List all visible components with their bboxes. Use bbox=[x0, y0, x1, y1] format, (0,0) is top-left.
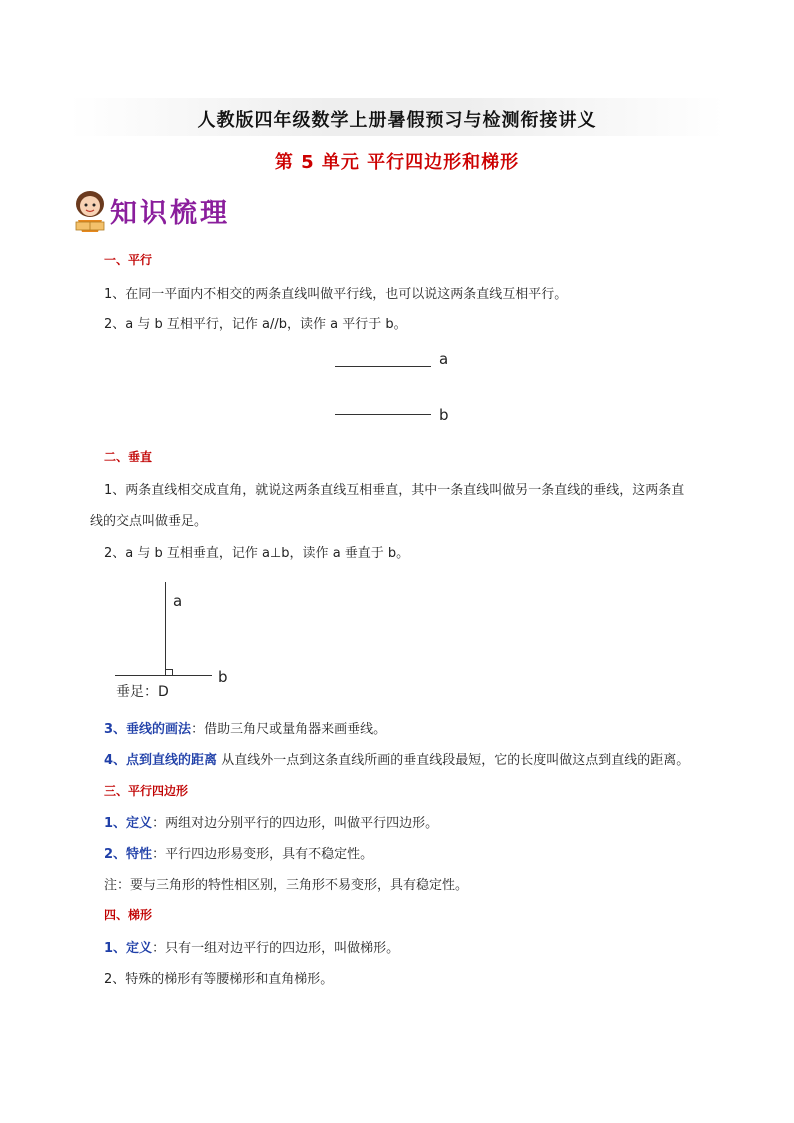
perpendicular-line-a bbox=[165, 582, 166, 675]
term: 特性 bbox=[126, 847, 153, 862]
trapezoid-definition bbox=[104, 937, 399, 956]
term-text: ：只有一组对边平行的四边形，叫做梯形。 bbox=[152, 941, 400, 956]
term: 垂线的画法 bbox=[126, 722, 192, 737]
parallelogram-property bbox=[104, 843, 373, 862]
section-heading-parallel: 一、平行 bbox=[104, 253, 153, 267]
item-number: 1、 bbox=[104, 941, 127, 956]
point-to-line-distance bbox=[104, 749, 689, 768]
trapezoid-special-types: 2、特殊的梯形有等腰梯形和直角梯形。 bbox=[104, 972, 334, 987]
perpendicular-drawing-method bbox=[104, 718, 386, 737]
section-heading-trapezoid: 四、梯形 bbox=[104, 908, 153, 922]
item-number: 3、 bbox=[104, 722, 127, 737]
item-number: 2、 bbox=[104, 847, 127, 862]
parallel-label-a: a bbox=[439, 350, 449, 368]
section-heading-perpendicular: 二、垂直 bbox=[104, 450, 153, 464]
perpendicular-definition-line1: 1、两条直线相交成直角，就说这两条直线互相垂直，其中一条直线叫做另一条直线的垂线，这两条直 bbox=[104, 483, 685, 498]
parallel-line-b bbox=[335, 414, 431, 415]
term: 定义 bbox=[126, 816, 153, 831]
unit-title: 第 5 单元 平行四边形和梯形 bbox=[274, 152, 520, 173]
foot-label: 垂足：D bbox=[116, 684, 169, 700]
parallel-label-b: b bbox=[439, 406, 449, 424]
perpendicular-label-a: a bbox=[173, 592, 183, 610]
item-number: 4、 bbox=[104, 753, 127, 768]
section-heading-parallelogram: 三、平行四边形 bbox=[104, 784, 189, 798]
perpendicular-notation: 2、a 与 b 互相垂直，记作 a⊥b，读作 a 垂直于 b。 bbox=[104, 546, 410, 561]
term-text: ：平行四边形易变形，具有不稳定性。 bbox=[152, 847, 374, 862]
term-text: 从直线外一点到这条直线所画的垂直线段最短，它的长度叫做这点到直线的距离。 bbox=[217, 753, 690, 768]
parallelogram-note: 注：要与三角形的特性相区别，三角形不易变形，具有稳定性。 bbox=[104, 878, 469, 893]
term: 定义 bbox=[126, 941, 153, 956]
parallelogram-definition bbox=[104, 812, 438, 831]
term-text: ：两组对边分别平行的四边形，叫做平行四边形。 bbox=[152, 816, 439, 831]
item-number: 1、 bbox=[104, 816, 127, 831]
perpendicular-label-b: b bbox=[218, 668, 228, 686]
perpendicular-line-b bbox=[115, 675, 212, 676]
parallel-line-a bbox=[335, 366, 431, 367]
page-title: 人教版四年级数学上册暑假预习与检测衔接讲义 bbox=[197, 110, 597, 131]
perpendicular-definition-line2: 线的交点叫做垂足。 bbox=[90, 514, 208, 529]
term-text: ：借助三角尺或量角器来画垂线。 bbox=[191, 722, 387, 737]
term: 点到直线的距离 bbox=[126, 753, 218, 768]
parallel-definition: 1、在同一平面内不相交的两条直线叫做平行线，也可以说这两条直线互相平行。 bbox=[104, 287, 568, 302]
parallel-notation: 2、a 与 b 互相平行，记作 a//b，读作 a 平行于 b。 bbox=[104, 317, 407, 332]
right-angle-mark bbox=[166, 669, 173, 676]
knowledge-banner-text: 知识梳理 bbox=[110, 198, 230, 229]
